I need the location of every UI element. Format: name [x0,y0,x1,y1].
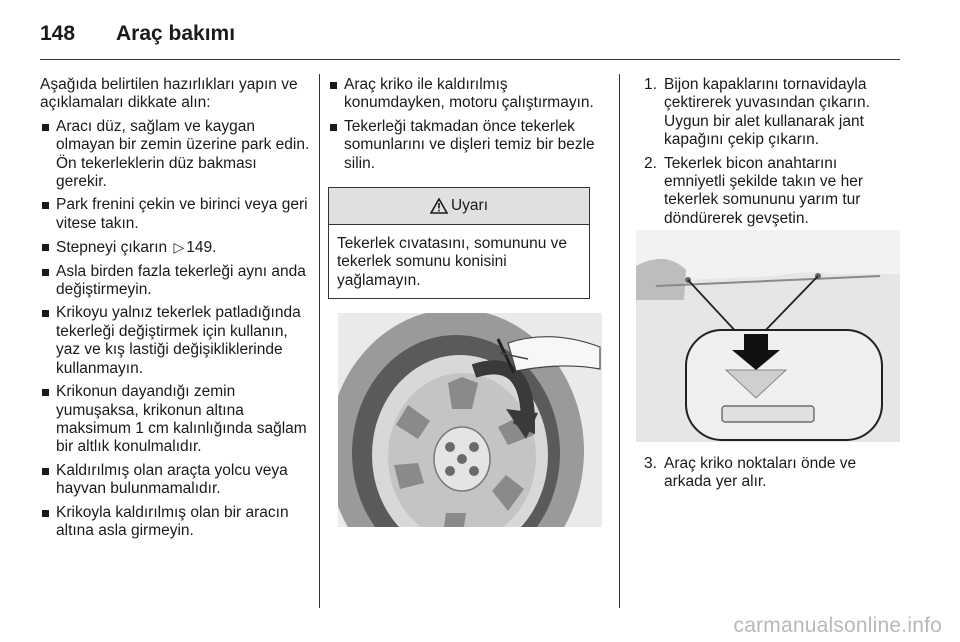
list-item: 2. Tekerlek bicon anahtarını emniyetli şekilde takın ve her tekerlek somununu yarım tur döndürerek gevşetin. [644,154,864,227]
list-item: Krikonun dayandığı zemin yumuşaksa, krikonun altına maksimum 1 cm kalınlığında sağlam bir altlık konulmalıdır. [40,383,310,457]
column-2 [328,76,604,299]
watermark: carmanualsonline.info [733,614,942,637]
column-1 [40,76,310,545]
page-header [40,14,920,54]
bullet-square-icon [42,389,49,396]
bullet-square-icon [42,124,49,131]
column-3-continued [636,455,902,497]
list-item: 3. Araç kriko noktaları önde ve arkada yer alır. [644,455,857,491]
warning-triangle-icon [430,198,448,214]
cross-reference-link[interactable]: 149. [186,239,217,257]
bullet-square-icon [42,468,49,475]
jack-point-illustration [636,230,900,442]
bullet-square-icon [42,310,49,317]
list-item: Araç kriko ile kaldırılmış konumdayken, motoru çalıştırmayın. [328,76,604,113]
warning-text: Tekerlek cıvatasını, somununu ve tekerlek somunu konisini yağlamayın. [337,235,568,289]
bullet-square-icon [330,124,337,131]
wheel-cover-illustration [338,313,602,527]
column-divider [619,74,620,608]
bullet-square-icon [42,510,49,517]
bullet-square-icon [42,202,49,209]
warning-title: Uyarı [450,196,489,214]
list-item: Aracı düz, sağlam ve kaygan olmayan bir zemin üzerine park edin. Ön tekerleklerin düz bakması gerekir. [40,118,310,192]
list-item: 1. Bijon kapaklarını tornavidayla çektirerek yuvasından çıkarın. Uygun bir alet kullanarak jant kapağını çekip çıkarın. [644,76,870,149]
column-3 [636,76,902,233]
bullet-square-icon [42,244,49,251]
page-number: 148 [40,22,76,45]
list-item: Asla birden fazla tekerleği aynı anda değiştirmeyin. [40,263,310,300]
warning-box [328,187,590,299]
list-item: Tekerleği takmadan önce tekerlek somunlarını ve dişleri temiz bir bezle silin. [328,118,604,173]
header-rule [40,59,900,60]
list-item: Kaldırılmış olan araçta yolcu veya hayvan bulunmamalıdır. [40,462,310,499]
bullet-square-icon [42,269,49,276]
list-item: Krikoyu yalnız tekerlek patladığında tekerleği değiştirmek için kullanın, yaz ve kış lastiği değişikliklerinde kullanmayın. [40,304,310,378]
bullet-square-icon [330,82,337,89]
list-item: Park frenini çekin ve birinci veya geri vitese takın. [40,196,310,233]
warning-header [329,188,589,225]
list-item: Stepneyi çıkarın ▷ 149. [40,238,310,257]
intro-paragraph: Aşağıda belirtilen hazırlıkları yapın ve açıklamaları dikkate alın: [40,76,298,112]
cross-reference-arrow-icon: ▷ [173,239,185,256]
list-item: Krikoyla kaldırılmış olan bir aracın altına asla girmeyin. [40,504,310,541]
section-title: Araç bakımı [116,22,236,45]
column-divider [319,74,320,608]
